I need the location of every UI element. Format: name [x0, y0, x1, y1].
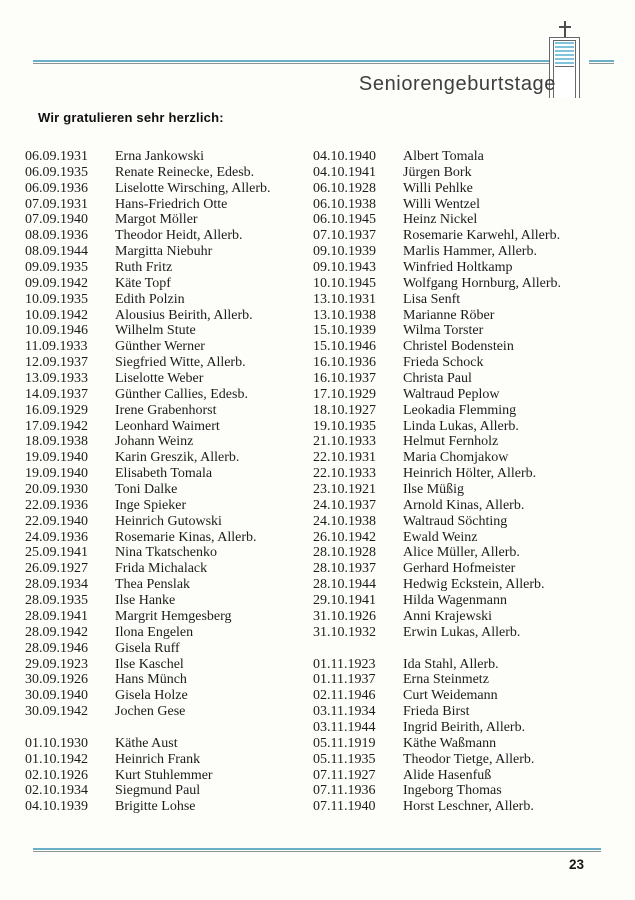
birthday-name: Maria Chomjakow [403, 450, 509, 466]
birthday-date: 04.10.1940 [313, 149, 376, 164]
birthday-name: Erna Steinmetz [403, 672, 489, 688]
birthday-row [313, 514, 603, 530]
birthday-row [313, 434, 603, 450]
birthday-name: Heinrich Frank [115, 751, 201, 767]
birthday-date: 28.10.1937 [313, 561, 376, 577]
birthday-name: Leonhard Waimert [115, 418, 220, 434]
birthday-name: Karin Greszik, Allerb. [115, 450, 240, 466]
birthday-name: Winfried Holtkamp [403, 260, 513, 276]
birthday-row [313, 212, 603, 228]
birthday-name: Käthe Aust [115, 735, 178, 751]
birthday-row [313, 752, 603, 768]
birthday-date: 01.10.1942 [25, 751, 88, 767]
birthday-row [25, 498, 315, 514]
birthday-row [313, 688, 603, 704]
birthday-date: 01.11.1923 [313, 656, 376, 672]
birthday-name: Linda Lukas, Allerb. [403, 418, 519, 434]
birthday-row [313, 799, 603, 815]
birthday-row [313, 228, 603, 244]
birthday-date: 29.10.1941 [313, 593, 376, 609]
birthday-date: 17.09.1942 [25, 418, 88, 434]
birthday-date: 02.10.1926 [25, 767, 88, 783]
birthday-date: 07.10.1937 [313, 228, 376, 244]
birthday-date: 15.10.1946 [313, 339, 376, 355]
birthday-date: 06.09.1936 [25, 180, 88, 196]
birthday-date: 26.10.1942 [313, 529, 376, 545]
birthday-date: 14.09.1937 [25, 386, 88, 402]
birthday-row [313, 720, 603, 736]
cross-icon-bar [559, 26, 571, 28]
birthday-date: 18.10.1927 [313, 402, 376, 418]
birthday-row [313, 181, 603, 197]
birthday-date: 30.09.1926 [25, 672, 88, 688]
birthday-name: Erwin Lukas, Allerb. [403, 624, 521, 640]
birthday-date: 06.09.1935 [25, 164, 88, 180]
birthday-name: Johann Weinz [115, 434, 194, 450]
greeting-heading: Wir gratulieren sehr herzlich: [38, 110, 224, 125]
birthday-date: 22.09.1936 [25, 497, 88, 513]
birthday-name: Günther Callies, Edesb. [115, 386, 248, 402]
birthday-date: 09.10.1943 [313, 260, 376, 276]
birthday-date: 07.11.1936 [313, 783, 376, 799]
birthday-name: Ilse Müßig [403, 482, 465, 498]
birthday-name: Günther Werner [115, 339, 205, 355]
birthday-row [25, 641, 315, 657]
birthday-date: 25.09.1941 [25, 545, 88, 561]
birthday-name: Käthe Waßmann [403, 735, 497, 751]
birthday-row [313, 244, 603, 260]
birthday-date: 28.09.1941 [25, 608, 88, 624]
birthday-name: Theodor Heidt, Allerb. [115, 228, 243, 244]
birthday-name: Heinrich Gutowski [115, 513, 222, 529]
birthday-row [25, 799, 315, 815]
birthday-row [25, 387, 315, 403]
birthday-name: Christel Bodenstein [403, 339, 514, 355]
birthday-name: Hilda Wagenmann [403, 593, 507, 609]
birthday-row [313, 308, 603, 324]
birthday-date: 06.10.1938 [313, 196, 376, 212]
birthday-row [313, 561, 603, 577]
birthday-date: 30.09.1942 [25, 704, 88, 720]
birthday-name: Gisela Ruff [115, 640, 180, 656]
birthday-name: Lisa Senft [403, 291, 461, 307]
birthday-row [25, 212, 315, 228]
birthday-row [313, 466, 603, 482]
birthday-name: Kurt Stuhlemmer [115, 767, 213, 783]
birthday-name: Jürgen Bork [403, 164, 472, 180]
birthday-name: Gisela Holze [115, 688, 188, 704]
birthday-name: Gerhard Hofmeister [403, 561, 516, 577]
birthday-name: Christa Paul [403, 371, 472, 387]
footer-rule [33, 848, 601, 852]
birthday-row [313, 197, 603, 213]
header-rule-gray [33, 63, 549, 64]
birthday-date: 11.09.1933 [25, 339, 88, 355]
birthday-date: 01.11.1937 [313, 672, 376, 688]
birthday-date: 19.10.1935 [313, 418, 376, 434]
birthday-row [313, 672, 603, 688]
birthday-name: Ingeborg Thomas [403, 783, 502, 799]
birthday-date: 03.11.1944 [313, 719, 376, 735]
header-rule-dash [589, 60, 614, 64]
birthday-row [313, 387, 603, 403]
birthday-row [25, 482, 315, 498]
birthday-row [313, 419, 603, 435]
birthday-row [25, 466, 315, 482]
birthday-name: Willi Pehlke [403, 180, 473, 196]
birthday-date: 05.11.1935 [313, 751, 376, 767]
birthday-row [25, 197, 315, 213]
birthday-name: Heinz Nickel [403, 212, 478, 228]
birthday-name: Alide Hasenfuß [403, 767, 492, 783]
birthday-row [25, 768, 315, 784]
birthday-name: Siegmund Paul [115, 783, 201, 799]
birthday-name: Willi Wentzel [403, 196, 480, 212]
birthday-date: 08.09.1944 [25, 244, 88, 260]
birthday-row [25, 609, 315, 625]
birthday-row [25, 165, 315, 181]
birthday-name: Wilhelm Stute [115, 323, 196, 339]
birthday-row [313, 577, 603, 593]
birthday-name: Brigitte Lohse [115, 799, 196, 815]
birthday-row [25, 260, 315, 276]
birthday-name: Erna Jankowski [115, 149, 205, 164]
page-number: 23 [568, 857, 584, 872]
birthday-name: Liselotte Wirsching, Allerb. [115, 180, 271, 196]
birthday-row [25, 339, 315, 355]
birthday-name: Margrit Hemgesberg [115, 608, 232, 624]
birthday-row [25, 181, 315, 197]
birthday-date: 16.10.1936 [313, 355, 376, 371]
birthday-date: 26.09.1927 [25, 561, 88, 577]
birthday-name: Ilona Engelen [115, 624, 194, 640]
birthday-name: Renate Reinecke, Edesb. [115, 164, 255, 180]
birthday-name: Horst Leschner, Allerb. [403, 799, 534, 815]
birthday-name: Ruth Fritz [115, 260, 173, 276]
birthday-date: 29.09.1923 [25, 656, 88, 672]
birthday-date: 17.10.1929 [313, 386, 376, 402]
birthday-name: Nina Tkatschenko [115, 545, 217, 561]
birthday-date: 09.10.1939 [313, 244, 376, 260]
birthday-row [313, 530, 603, 546]
birthday-name: Ilse Kaschel [115, 656, 184, 672]
birthday-row [25, 228, 315, 244]
birthday-name: Alousius Beirith, Allerb. [115, 307, 253, 323]
birthday-date: 24.09.1936 [25, 529, 88, 545]
birthday-date: 04.10.1941 [313, 164, 376, 180]
birthday-row [25, 577, 315, 593]
birthday-row [25, 657, 315, 673]
birthday-row [313, 482, 603, 498]
birthday-date: 05.11.1919 [313, 735, 376, 751]
birthday-date: 23.10.1921 [313, 482, 376, 498]
birthday-name: Irene Grabenhorst [115, 402, 217, 418]
birthday-name: Wilma Torster [403, 323, 484, 339]
birthday-date: 04.10.1939 [25, 799, 88, 815]
birthday-name: Ilse Hanke [115, 593, 176, 609]
birthday-name: Ida Stahl, Allerb. [403, 656, 499, 672]
birthday-name: Hedwig Eckstein, Allerb. [403, 577, 545, 593]
birthday-date: 19.09.1940 [25, 466, 88, 482]
birthday-row [25, 403, 315, 419]
birthday-date: 21.10.1933 [313, 434, 376, 450]
birthday-row [313, 323, 603, 339]
birthday-row [313, 292, 603, 308]
birthday-name: Frieda Schock [403, 355, 484, 371]
birthday-name: Rosemarie Kinas, Allerb. [115, 529, 257, 545]
birthday-column [25, 149, 315, 815]
birthday-row [313, 545, 603, 561]
birthday-row [25, 514, 315, 530]
birthday-row [25, 625, 315, 641]
birthday-row [25, 736, 315, 752]
birthday-date: 02.10.1934 [25, 783, 88, 799]
birthday-name: Toni Dalke [115, 482, 178, 498]
birthday-row [25, 545, 315, 561]
birthday-name: Marlis Hammer, Allerb. [403, 244, 537, 260]
birthday-row [313, 657, 603, 673]
birthday-row [25, 450, 315, 466]
birthday-row [25, 323, 315, 339]
footer-rule-gray [33, 851, 601, 852]
birthday-date: 28.10.1928 [313, 545, 376, 561]
birthday-date: 06.10.1928 [313, 180, 376, 196]
column-group-spacer [25, 720, 315, 736]
birthday-row [25, 276, 315, 292]
birthday-date: 08.09.1936 [25, 228, 88, 244]
birthday-date: 22.10.1931 [313, 450, 376, 466]
birthday-name: Waltraud Peplow [403, 386, 500, 402]
cross-icon [564, 21, 566, 38]
birthday-date: 19.09.1940 [25, 450, 88, 466]
birthday-row [313, 704, 603, 720]
birthday-name: Helmut Fernholz [403, 434, 499, 450]
birthday-date: 09.09.1935 [25, 260, 88, 276]
birthday-date: 10.10.1945 [313, 275, 376, 291]
birthday-row [313, 403, 603, 419]
birthday-row [25, 593, 315, 609]
birthday-date: 20.09.1930 [25, 482, 88, 498]
birthday-row [313, 783, 603, 799]
birthday-row [313, 149, 603, 165]
birthday-row [313, 593, 603, 609]
birthday-name: Marianne Röber [403, 307, 495, 323]
birthday-name: Jochen Gese [115, 704, 186, 720]
birthday-name: Elisabeth Tomala [115, 466, 213, 482]
birthday-date: 24.10.1937 [313, 497, 376, 513]
birthday-date: 31.10.1932 [313, 624, 376, 640]
birthday-date: 07.11.1927 [313, 767, 376, 783]
birthday-row [313, 625, 603, 641]
birthday-row [25, 752, 315, 768]
birthday-date: 28.09.1934 [25, 577, 88, 593]
birthday-row [25, 530, 315, 546]
birthday-name: Hans Münch [115, 672, 187, 688]
birthday-date: 03.11.1934 [313, 704, 376, 720]
birthday-name: Margot Möller [115, 212, 198, 228]
birthday-date: 28.09.1946 [25, 640, 88, 656]
birthday-row [313, 736, 603, 752]
birthday-name: Ingrid Beirith, Allerb. [403, 719, 526, 735]
birthday-row [313, 260, 603, 276]
birthday-name: Albert Tomala [403, 149, 484, 164]
birthday-date: 10.09.1935 [25, 291, 88, 307]
header-rule [33, 60, 549, 64]
birthday-date: 09.09.1942 [25, 275, 88, 291]
birthday-row [313, 165, 603, 181]
birthday-name: Heinrich Hölter, Allerb. [403, 466, 537, 482]
birthday-row [313, 768, 603, 784]
birthday-date: 12.09.1937 [25, 355, 88, 371]
birthday-date: 28.09.1935 [25, 593, 88, 609]
birthday-date: 01.10.1930 [25, 735, 88, 751]
birthday-row [25, 419, 315, 435]
birthday-row [25, 688, 315, 704]
birthday-name: Wolfgang Hornburg, Allerb. [403, 275, 562, 291]
birthday-name: Waltraud Söchting [403, 513, 508, 529]
birthday-name: Leokadia Flemming [403, 402, 517, 418]
birthday-date: 30.09.1940 [25, 688, 88, 704]
birthday-date: 24.10.1938 [313, 513, 376, 529]
column-group-spacer [313, 641, 603, 657]
birthday-date: 22.09.1940 [25, 513, 88, 529]
header-dash-gray [589, 63, 614, 64]
birthday-date: 28.10.1944 [313, 577, 376, 593]
birthday-date: 10.09.1946 [25, 323, 88, 339]
birthday-row [25, 308, 315, 324]
birthday-row [313, 609, 603, 625]
birthday-date: 06.10.1945 [313, 212, 376, 228]
birthday-name: Margitta Niebuhr [115, 244, 213, 260]
birthday-row [313, 339, 603, 355]
birthday-name: Theodor Tietge, Allerb. [403, 751, 535, 767]
birthday-name: Frida Michalack [115, 561, 208, 577]
birthday-row [25, 672, 315, 688]
birthday-date: 13.09.1933 [25, 371, 88, 387]
birthday-name: Frieda Birst [403, 704, 470, 720]
birthday-name: Thea Penslak [115, 577, 191, 593]
birthday-date: 07.09.1940 [25, 212, 88, 228]
birthday-name: Liselotte Weber [115, 371, 204, 387]
birthday-date: 31.10.1926 [313, 608, 376, 624]
birthday-date: 07.11.1940 [313, 799, 376, 815]
birthday-row [25, 371, 315, 387]
birthday-row [313, 450, 603, 466]
birthday-date: 13.10.1931 [313, 291, 376, 307]
birthday-row [313, 276, 603, 292]
birthday-date: 16.09.1929 [25, 402, 88, 418]
birthday-row [25, 561, 315, 577]
birthday-date: 22.10.1933 [313, 466, 376, 482]
birthday-name: Curt Weidemann [403, 688, 498, 704]
birthday-date: 07.09.1931 [25, 196, 88, 212]
church-tower-window [555, 42, 574, 67]
birthday-name: Siegfried Witte, Allerb. [115, 355, 246, 371]
birthday-name: Alice Müller, Allerb. [403, 545, 520, 561]
birthday-row [25, 355, 315, 371]
birthday-row [313, 498, 603, 514]
birthday-row [25, 783, 315, 799]
birthday-date: 06.09.1931 [25, 149, 88, 164]
church-tower-inner-wall [553, 40, 576, 98]
birthday-name: Hans-Friedrich Otte [115, 196, 228, 212]
birthday-row [25, 149, 315, 165]
birthday-name: Inge Spieker [115, 497, 187, 513]
birthday-date: 16.10.1937 [313, 371, 376, 387]
birthday-name: Rosemarie Karwehl, Allerb. [403, 228, 561, 244]
page-title: Seniorengeburtstage [358, 73, 556, 95]
birthday-row [25, 434, 315, 450]
birthday-row [25, 704, 315, 720]
birthday-date: 02.11.1946 [313, 688, 376, 704]
birthday-date: 15.10.1939 [313, 323, 376, 339]
birthday-date: 13.10.1938 [313, 307, 376, 323]
birthday-date: 18.09.1938 [25, 434, 88, 450]
birthday-column [313, 149, 603, 815]
birthday-name: Arnold Kinas, Allerb. [403, 497, 525, 513]
birthday-name: Edith Polzin [115, 291, 185, 307]
birthday-row [25, 244, 315, 260]
birthday-row [25, 292, 315, 308]
birthday-date: 28.09.1942 [25, 624, 88, 640]
birthday-date: 10.09.1942 [25, 307, 88, 323]
birthday-name: Anni Krajewski [403, 608, 493, 624]
birthday-row [313, 371, 603, 387]
birthday-name: Ewald Weinz [403, 529, 478, 545]
birthday-row [313, 355, 603, 371]
birthday-name: Käte Topf [115, 275, 171, 291]
